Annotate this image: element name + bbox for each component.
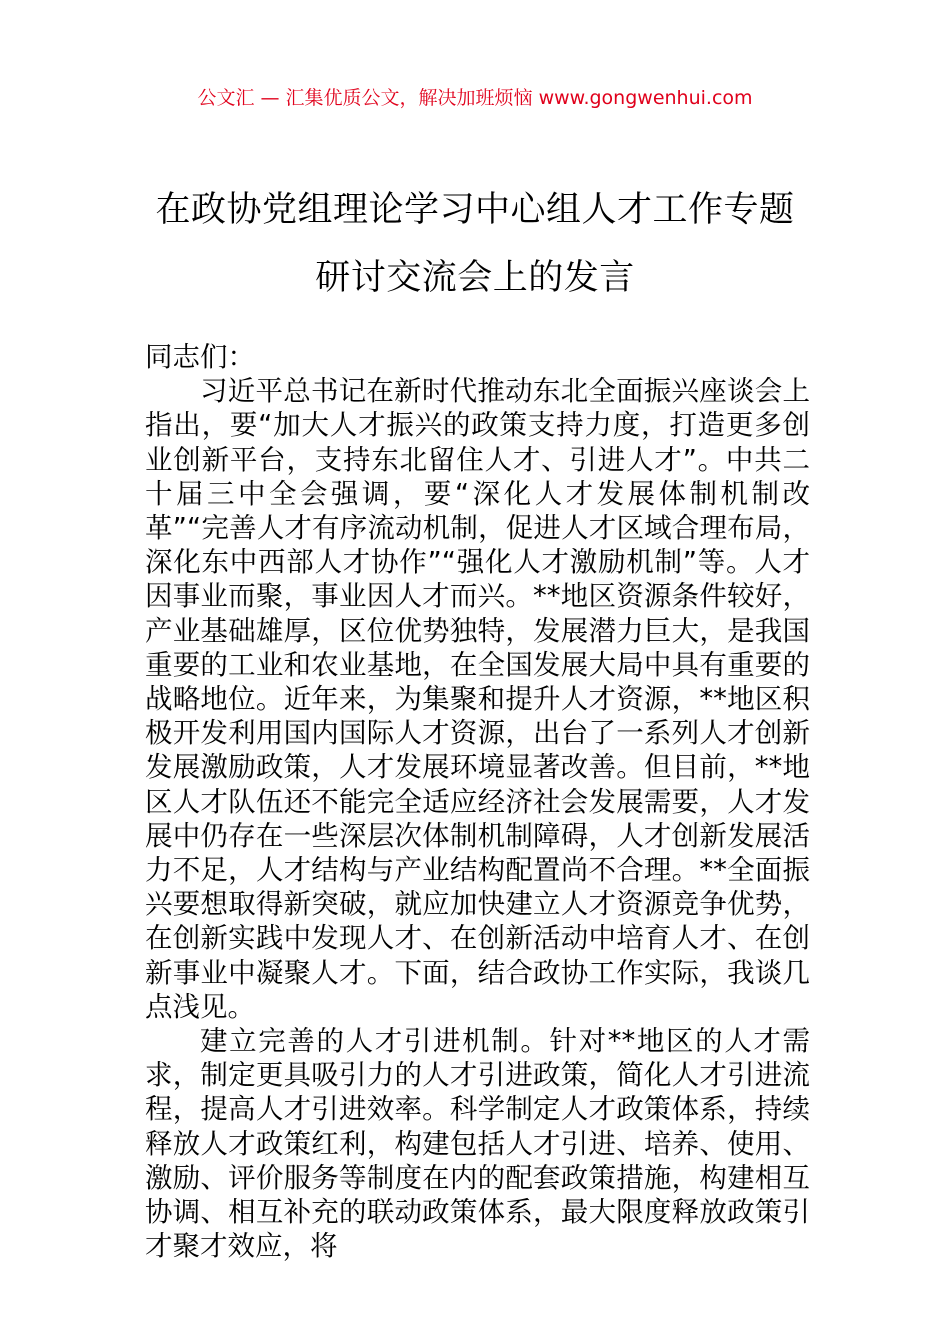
document-title	[0, 176, 950, 312]
header-banner: 公文汇 — 汇集优质公文，解决加班烦恼 www.gongwenhui.com	[197, 87, 753, 109]
paragraph-2: 建立完善的人才引进机制。针对**地区的人才需求，制定更具吸引力的人才引进政策，简化人才引进流程，提高人才引进效率。科学制定人才政策体系，持续释放人才政策红利，构建包括人才引进、培养、使用、激励、评价服务等制度在内的配套政策措施，构建相互协调、相互补充的联动政策体系，最大限度释放政策引才聚才效应，将	[145, 1025, 810, 1263]
paragraph-1: 习近平总书记在新时代推动东北全面振兴座谈会上指出，要“加大人才振兴的政策支持力度，打造更多创业创新平台，支持东北留住人才、引进人才”。中共二十届三中全会强调，要“深化人才发展体制机制改革”“完善人才有序流动机制，促进人才区域合理布局，深化东中西部人才协作”“强化人才激励机制”等。人才因事业而聚，事业因人才而兴。**地区资源条件较好，产业基础雄厚，区位优势独特，发展潜力巨大，是我国重要的工业和农业基地，在全国发展大局中具有重要的战略地位。近年来，为集聚和提升人才资源，**地区积极开发利用国内国际人才资源，出台了一系列人才创新发展激励政策，人才发展环境显著改善。但目前，**地区人才队伍还不能完全适应经济社会发展需要，人才发展中仍存在一些深层次体制机制障碍，人才创新发展活力不足，人才结构与产业结构配置尚不合理。**全面振兴要想取得新突破，就应加快建立人才资源竞争优势，在创新实践中发现人才、在创新活动中培育人才、在创新事业中凝聚人才。下面，结合政协工作实际，我谈几点浅见。	[145, 375, 810, 1023]
document-body	[145, 340, 810, 1263]
salutation: 同志们：	[145, 341, 255, 373]
title-line-2: 研讨交流会上的发言	[315, 258, 635, 298]
title-line-1: 在政协党组理论学习中心组人才工作专题	[155, 190, 795, 230]
